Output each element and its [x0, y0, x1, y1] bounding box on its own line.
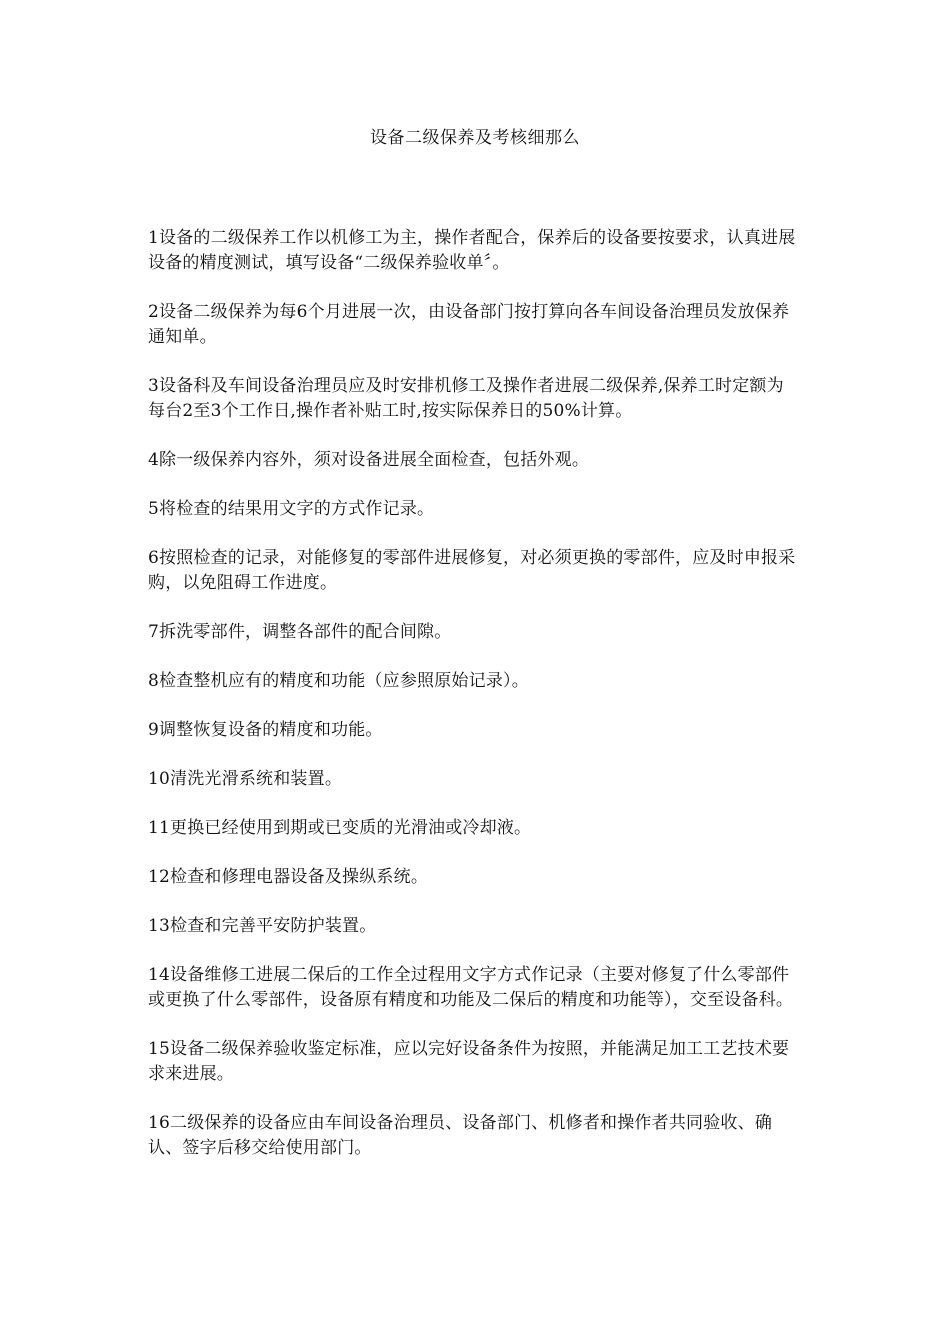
- clause-14: 14设备维修工进展二保后的工作全过程用文字方式作记录（主要对修复了什么零部件或更换了什么零部件，设备原有精度和功能及二保后的精度和功能等），交至设备科。: [148, 965, 794, 1010]
- clause-13: 13检查和完善平安防护装置。: [148, 916, 377, 936]
- clause-9: 9调整恢复设备的精度和功能。: [148, 720, 383, 740]
- clause-6: 6按照检查的记录，对能修复的零部件进展修复，对必须更换的零部件，应及时申报采购，以免阻碍工作进度。: [148, 548, 796, 593]
- clause-5: 5将检查的结果用文字的方式作记录。: [148, 499, 435, 519]
- clause-15: 15设备二级保养验收鉴定标准，应以完好设备条件为按照，并能满足加工工艺技术要求来进展。: [148, 1039, 790, 1084]
- clause-3: 3设备科及车间设备治理员应及时安排机修工及操作者进展二级保养,保养工时定额为每台2至3个工作日,操作者补贴工时,按实际保养日的50%计算。: [148, 376, 784, 421]
- clause-11: 11更换已经使用到期或已变质的光滑油或冷却液。: [148, 818, 532, 838]
- clause-4: 4除一级保养内容外，须对设备进展全面检查，包括外观。: [148, 450, 590, 470]
- clause-12: 12检查和修理电器设备及操纵系统。: [148, 867, 429, 887]
- clause-10: 10清洗光滑系统和装置。: [148, 769, 343, 789]
- clause-16: 16二级保养的设备应由车间设备治理员、设备部门、机修者和操作者共同验收、确认、签字后移交给使用部门。: [148, 1113, 773, 1158]
- document-title: 设备二级保养及考核细那么: [370, 128, 580, 148]
- clause-8: 8检查整机应有的精度和功能（应参照原始记录）。: [148, 671, 529, 691]
- clause-7: 7拆洗零部件，调整各部件的配合间隙。: [148, 622, 452, 642]
- clause-1: 1设备的二级保养工作以机修工为主，操作者配合，保养后的设备要按要求，认真进展设备的精度测试，填写设备“二级保养验收单〞。: [148, 228, 796, 273]
- clause-list: [148, 226, 800, 1185]
- clause-2: 2设备二级保养为每6个月进展一次，由设备部门按打算向各车间设备治理员发放保养通知单。: [148, 302, 790, 347]
